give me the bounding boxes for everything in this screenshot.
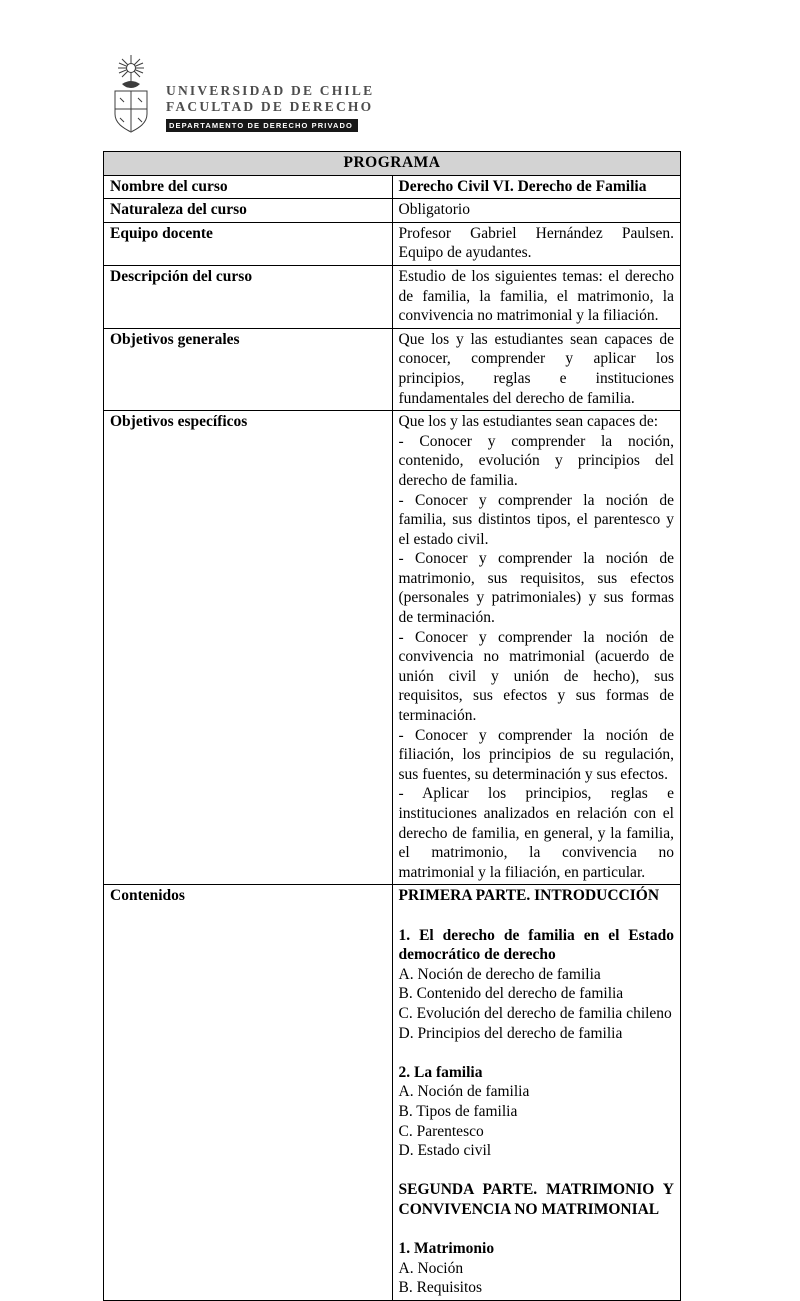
program-table — [103, 151, 681, 1301]
text-line: - Conocer y comprender la noción, contenido, evolución y principios del derecho de familia. — [398, 432, 674, 489]
text-line: B. Contenido del derecho de familia — [398, 985, 624, 1003]
row-label: Descripción del curso — [104, 265, 393, 328]
faculty-name: FACULTAD DE DERECHO — [166, 99, 374, 114]
text-line: D. Principios del derecho de familia — [398, 1024, 623, 1042]
text-line: SEGUNDA PARTE. MATRIMONIO Y CONVIVENCIA NO MATRIMONIAL — [398, 1181, 674, 1218]
blank-line — [399, 1161, 675, 1181]
row-label: Equipo docente — [104, 222, 393, 265]
table-row — [104, 265, 681, 328]
text-line: - Conocer y comprender la noción de familia, sus distintos tipos, el parentesco y el estado civil. — [398, 491, 674, 548]
text-line: - Aplicar los principios, reglas e instituciones analizados en relación con el derecho de familia, en general, y la familia, el matrimonio, la convivencia no matrimonial y la filiación, en particular. — [398, 785, 674, 881]
text-line: Obligatorio — [398, 201, 470, 219]
row-value — [392, 199, 681, 223]
blank-line — [399, 906, 675, 926]
text-line: A. Noción de derecho de familia — [398, 965, 601, 983]
text-line: D. Estado civil — [398, 1142, 492, 1160]
text-line: B. Requisitos — [398, 1279, 483, 1297]
row-value — [392, 411, 681, 885]
text-line: C. Parentesco — [398, 1122, 484, 1140]
row-value — [392, 328, 681, 410]
table-row — [104, 885, 681, 1300]
row-label: Objetivos generales — [104, 328, 393, 410]
document-page — [0, 54, 800, 1301]
row-label: Nombre del curso — [104, 175, 393, 199]
department-name: DEPARTAMENTO DE DERECHO PRIVADO — [166, 119, 358, 132]
blank-line — [399, 1043, 675, 1063]
row-value — [392, 265, 681, 328]
text-line: A. Noción de familia — [398, 1083, 530, 1101]
table-row — [104, 199, 681, 223]
letterhead-text — [166, 83, 374, 139]
blank-line — [399, 1219, 675, 1239]
text-line: Estudio de los siguientes temas: el derecho de familia, la familia, el matrimonio, la convivencia no matrimonial y la filiación. — [398, 267, 674, 325]
text-line: Que los y las estudiantes sean capaces de: — [398, 413, 659, 431]
text-line: PRIMERA PARTE. INTRODUCCIÓN — [398, 887, 660, 905]
text-line: - Conocer y comprender la noción de matrimonio, sus requisitos, sus efectos (personales y patrimoniales) y sus formas de terminación. — [398, 550, 674, 627]
text-line: - Conocer y comprender la noción de convivencia no matrimonial (acuerdo de unión civil y unión de hecho), sus requisitos, sus efectos y sus formas de terminación. — [398, 628, 674, 725]
table-row — [104, 222, 681, 265]
text-line: - Conocer y comprender la noción de filiación, los principios de su regulación, sus fuentes, su determinación y sus efectos. — [398, 726, 674, 783]
text-line: 1. Matrimonio — [398, 1240, 495, 1258]
university-name: UNIVERSIDAD DE CHILE — [166, 83, 375, 98]
text-line: 1. El derecho de familia en el Estado democrático de derecho — [398, 926, 674, 964]
text-line: 2. La familia — [398, 1063, 483, 1081]
table-row — [104, 175, 681, 199]
row-label: Naturaleza del curso — [104, 199, 393, 223]
text-line: A. Noción — [398, 1259, 464, 1277]
text-line: Profesor Gabriel Hernández Paulsen. Equipo de ayudantes. — [398, 224, 674, 262]
row-label: Objetivos específicos — [104, 411, 393, 885]
coat-of-arms-icon — [108, 54, 154, 134]
university-logo — [108, 54, 154, 139]
table-row — [104, 328, 681, 410]
row-value — [392, 175, 681, 199]
row-label: Contenidos — [104, 885, 393, 1300]
table-row — [104, 411, 681, 885]
table-title-row — [104, 152, 681, 176]
table-title: PROGRAMA — [104, 152, 681, 176]
row-value — [392, 222, 681, 265]
text-line: C. Evolución del derecho de familia chileno — [398, 1004, 672, 1022]
row-value — [392, 885, 681, 1300]
text-line: Derecho Civil VI. Derecho de Familia — [398, 177, 647, 195]
text-line: B. Tipos de familia — [398, 1102, 518, 1120]
text-line: Que los y las estudiantes sean capaces de conocer, comprender y aplicar los principios, reglas e instituciones fundamentales del derecho de familia. — [398, 330, 674, 407]
letterhead — [108, 54, 800, 139]
program-table-body — [104, 175, 681, 1300]
